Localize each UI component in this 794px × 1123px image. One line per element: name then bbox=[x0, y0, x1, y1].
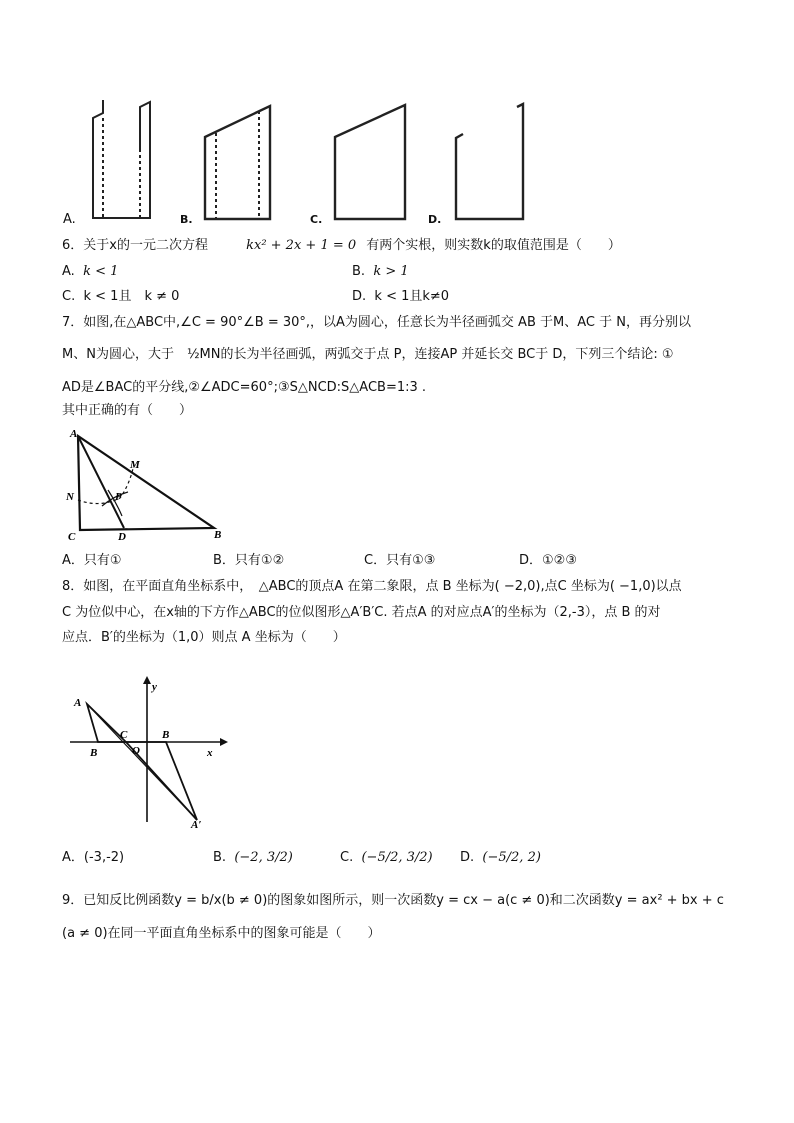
q8-option-a[interactable]: A．(-3,-2) bbox=[62, 850, 125, 865]
q8-stem-line2: C 为位似中心，在x轴的下方作△ABC的位似图形△A′B′C. 若点A 的对应点A′的坐标为（2,-3），点 B 的对 bbox=[62, 605, 661, 620]
q8-coordinate-figure bbox=[60, 672, 230, 830]
line-aa2 bbox=[87, 704, 197, 820]
q7-stem-line4: 其中正确的有（ ） bbox=[62, 403, 193, 418]
q7-option-a[interactable]: A．只有① bbox=[62, 553, 122, 568]
q6-stem-suffix: 有两个实根，则实数k的取值范围是（ ） bbox=[366, 238, 621, 253]
q8-stem-line1: 8．如图，在平面直角坐标系中， △ABC的顶点A 在第二象限，点 B 坐标为( −2,0),点C 坐标为( −1,0)以点 bbox=[62, 579, 682, 594]
x-axis-label: x bbox=[207, 747, 213, 759]
q7-stem-line2: M、N为圆心，大于 ½MN的长为半径画弧，两弧交于点 P，连接AP 并延长交 BC于 D，下列三个结论: ① bbox=[62, 347, 674, 362]
q7-option-b[interactable]: B．只有①② bbox=[213, 553, 285, 568]
q7-triangle-figure bbox=[60, 422, 240, 544]
point-c-label: C bbox=[120, 729, 128, 741]
q6-option-c[interactable]: C. k < 1且 k ≠ 0 bbox=[62, 289, 180, 304]
line-ad bbox=[78, 436, 124, 528]
q7-option-c[interactable]: C．只有①③ bbox=[364, 553, 436, 568]
triangle-abc bbox=[78, 436, 214, 530]
origin-o-label: O bbox=[132, 745, 140, 757]
q5-figure-a bbox=[93, 100, 150, 218]
point-p-label: P bbox=[115, 491, 122, 503]
point-b-label: B bbox=[90, 747, 98, 759]
q6-option-a[interactable]: A. k < 1 bbox=[62, 264, 119, 279]
q5-option-c-label[interactable]: C. bbox=[310, 213, 323, 226]
q9-stem-line1: 9．已知反比例函数y = b/x(b ≠ 0)的图象如图所示，则一次函数y = cx − a(c ≠ 0)和二次函数y = ax² + bx + c bbox=[62, 893, 724, 908]
q6-option-b[interactable]: B. k > 1 bbox=[352, 264, 409, 279]
q8-stem-line3: 应点．B′的坐标为（1,0）则点 A 坐标为（ ） bbox=[62, 630, 346, 645]
vertex-b-label: B bbox=[214, 529, 222, 541]
q6-stem bbox=[62, 238, 621, 254]
q5-option-d-label[interactable]: D. bbox=[428, 213, 442, 226]
q8-option-c[interactable]: C. (−5/2, 3/2) bbox=[340, 850, 433, 865]
q9-stem-line2: (a ≠ 0)在同一平面直角坐标系中的图象可能是（ ） bbox=[62, 926, 381, 941]
arc-mn bbox=[78, 464, 134, 504]
q5-figure-options bbox=[60, 100, 560, 230]
q6-stem-prefix: 6．关于x的一元二次方程 bbox=[62, 238, 208, 253]
q7-stem-line1: 7．如图,在△ABC中,∠C = 90°∠B = 30°,，以A为圆心，任意长为半径画弧交 AB 于M、AC 于 N，再分别以 bbox=[62, 315, 691, 330]
vertex-c-label: C bbox=[68, 531, 76, 543]
q6-option-d[interactable]: D. k < 1且k≠0 bbox=[352, 289, 450, 304]
q8-option-b[interactable]: B. (−2, 3/2) bbox=[213, 850, 293, 865]
point-n-label: N bbox=[66, 491, 74, 503]
y-axis-arrow bbox=[143, 676, 151, 684]
q5-figure-c bbox=[335, 105, 405, 219]
point-m-label: M bbox=[130, 459, 140, 471]
vertex-a-label: A bbox=[70, 428, 78, 440]
point-a-label: A bbox=[74, 697, 82, 709]
q5-option-a-label[interactable]: A. bbox=[63, 212, 76, 227]
point-a2-label: A′ bbox=[191, 819, 202, 830]
q5-option-b-label[interactable]: B. bbox=[180, 213, 193, 226]
q7-option-d[interactable]: D．①②③ bbox=[519, 553, 577, 568]
x-axis-arrow bbox=[220, 738, 228, 746]
q5-figure-b bbox=[205, 106, 270, 219]
point-d-label: D bbox=[118, 531, 126, 543]
q8-option-d[interactable]: D. (−5/2, 2) bbox=[460, 850, 541, 865]
point-b2-label: B bbox=[162, 729, 170, 741]
q6-equation: kx² + 2x + 1 = 0 bbox=[246, 238, 357, 253]
q5-figure-d bbox=[456, 104, 523, 219]
q7-stem-line3: AD是∠BAC的平分线,②∠ADC=60°;③S△NCD:S△ACB=1:3 . bbox=[62, 380, 427, 395]
y-axis-label: y bbox=[152, 681, 157, 693]
